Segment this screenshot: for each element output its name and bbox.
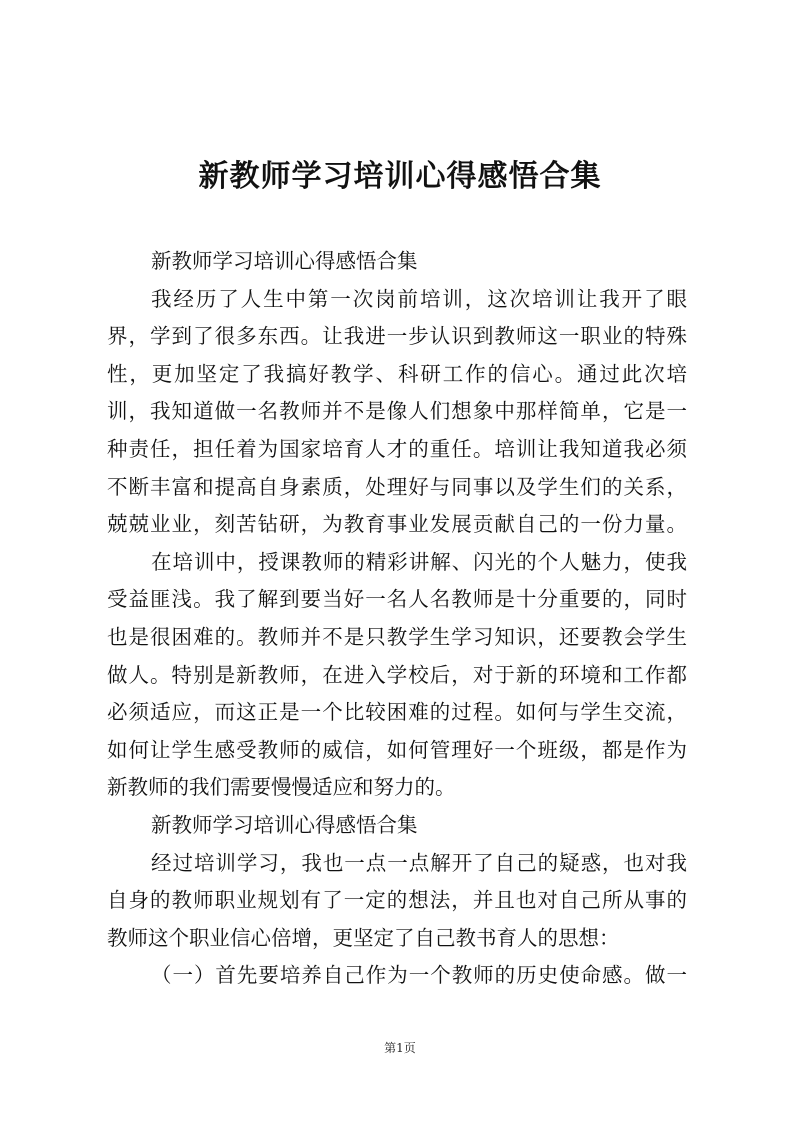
paragraph-line: 教师这个职业信心倍增，更坚定了自己教书育人的思想：: [107, 925, 620, 950]
paragraph-line: 受益匪浅。我了解到要当好一名人名教师是十分重要的，同时: [107, 587, 687, 612]
document-title: 新教师学习培训心得感悟合集: [198, 159, 602, 194]
paragraph-line: 也是很困难的。教师并不是只教学生学习知识，还要教会学生: [107, 624, 687, 649]
paragraph-line: 在培训中，授课教师的精彩讲解、闪光的个人魅力，使我: [151, 549, 687, 574]
paragraph-line: 我经历了人生中第一次岗前培训，这次培训让我开了眼: [151, 286, 687, 311]
paragraph-line: 自身的教师职业规划有了一定的想法，并且也对自己所从事的: [107, 888, 687, 913]
document-body: [107, 243, 687, 995]
paragraph-line: 训，我知道做一名教师并不是像人们想象中那样简单，它是一: [107, 399, 687, 424]
paragraph-line: 界，学到了很多东西。让我进一步认识到教师这一职业的特殊: [107, 324, 687, 349]
paragraph-line: 如何让学生感受教师的威信，如何管理好一个班级，都是作为: [107, 737, 687, 762]
paragraph-line: 性，更加坚定了我搞好教学、科研工作的信心。通过此次培: [107, 361, 687, 386]
subheading: 新教师学习培训心得感悟合集: [151, 812, 418, 837]
paragraph-line: 兢兢业业，刻苦钻研，为教育事业发展贡献自己的一份力量。: [107, 512, 687, 537]
paragraph-line: （一）首先要培养自己作为一个教师的历史使命感。做一: [151, 963, 687, 988]
paragraph-line: 新教师的我们需要慢慢适应和努力的。: [107, 775, 456, 800]
paragraph-line: 必须适应，而这正是一个比较困难的过程。如何与学生交流，: [107, 700, 687, 725]
subheading: 新教师学习培训心得感悟合集: [151, 249, 418, 273]
paragraph-line: 做人。特别是新教师，在进入学校后，对于新的环境和工作都: [107, 662, 687, 687]
page-number: 第1页: [384, 1041, 416, 1055]
paragraph-line: 经过培训学习，我也一点一点解开了自己的疑惑，也对我: [151, 850, 687, 875]
paragraph-line: 种责任，担任着为国家培育人才的重任。培训让我知道我必须: [107, 436, 687, 461]
paragraph-line: 不断丰富和提高自身素质，处理好与同事以及学生们的关系，: [107, 474, 687, 499]
